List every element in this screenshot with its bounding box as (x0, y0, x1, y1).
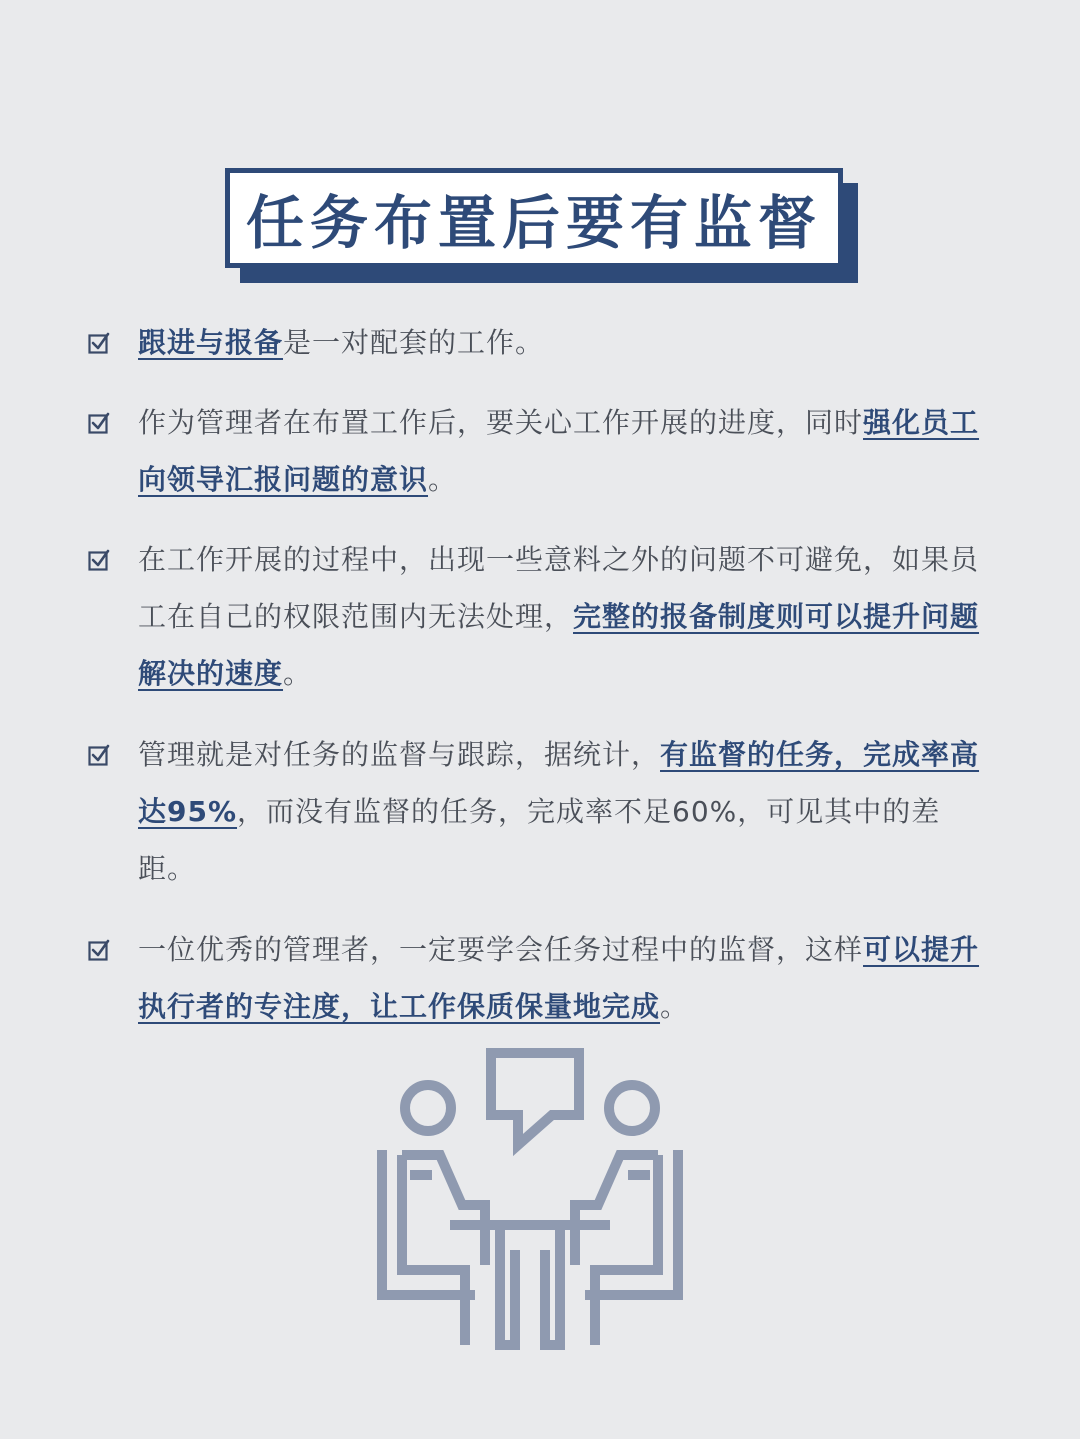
item-text (138, 726, 998, 897)
meeting-conversation-icon (370, 1045, 690, 1365)
plain-text: 。 (660, 990, 690, 1023)
highlighted-text: 可以提升执行者的专注度，让工作保质保量地完成 (138, 933, 980, 1023)
plain-text: ，而没有监督的任务，完成率不足60%，可见其中的差距。 (138, 795, 941, 885)
checked-box-icon (88, 332, 110, 354)
item-text (138, 394, 998, 508)
plain-text: 在工作开展的过程中，出现一些意料之外的问题不可避免，如果员工在自己的权限范围内无法处理， (138, 543, 980, 633)
item-text (138, 921, 998, 1035)
plain-text: 一位优秀的管理者，一定要学会任务过程中的监督，这样 (138, 933, 864, 966)
checked-box-icon (88, 939, 110, 961)
highlighted-text: 有监督的任务，完成率高达95% (138, 738, 980, 828)
plain-text: 管理就是对任务的监督与跟踪，据统计， (138, 738, 661, 771)
highlighted-text: 强化员工向领导汇报问题的意识 (138, 406, 980, 496)
checked-box-icon (88, 412, 110, 434)
checked-box-icon (88, 549, 110, 571)
item-text (138, 531, 998, 702)
plain-text: 作为管理者在布置工作后，要关心工作开展的进度，同时 (138, 406, 864, 439)
page-title: 任务布置后要有监督 (245, 189, 822, 257)
highlighted-text: 跟进与报备 (138, 326, 284, 359)
checked-box-icon (88, 744, 110, 766)
plain-text: 。 (428, 463, 458, 496)
plain-text: 是一对配套的工作。 (283, 326, 545, 359)
plain-text: 。 (283, 657, 313, 690)
item-text (138, 314, 998, 371)
highlighted-text: 完整的报备制度则可以提升问题解决的速度 (138, 600, 980, 690)
title-box (225, 168, 843, 268)
